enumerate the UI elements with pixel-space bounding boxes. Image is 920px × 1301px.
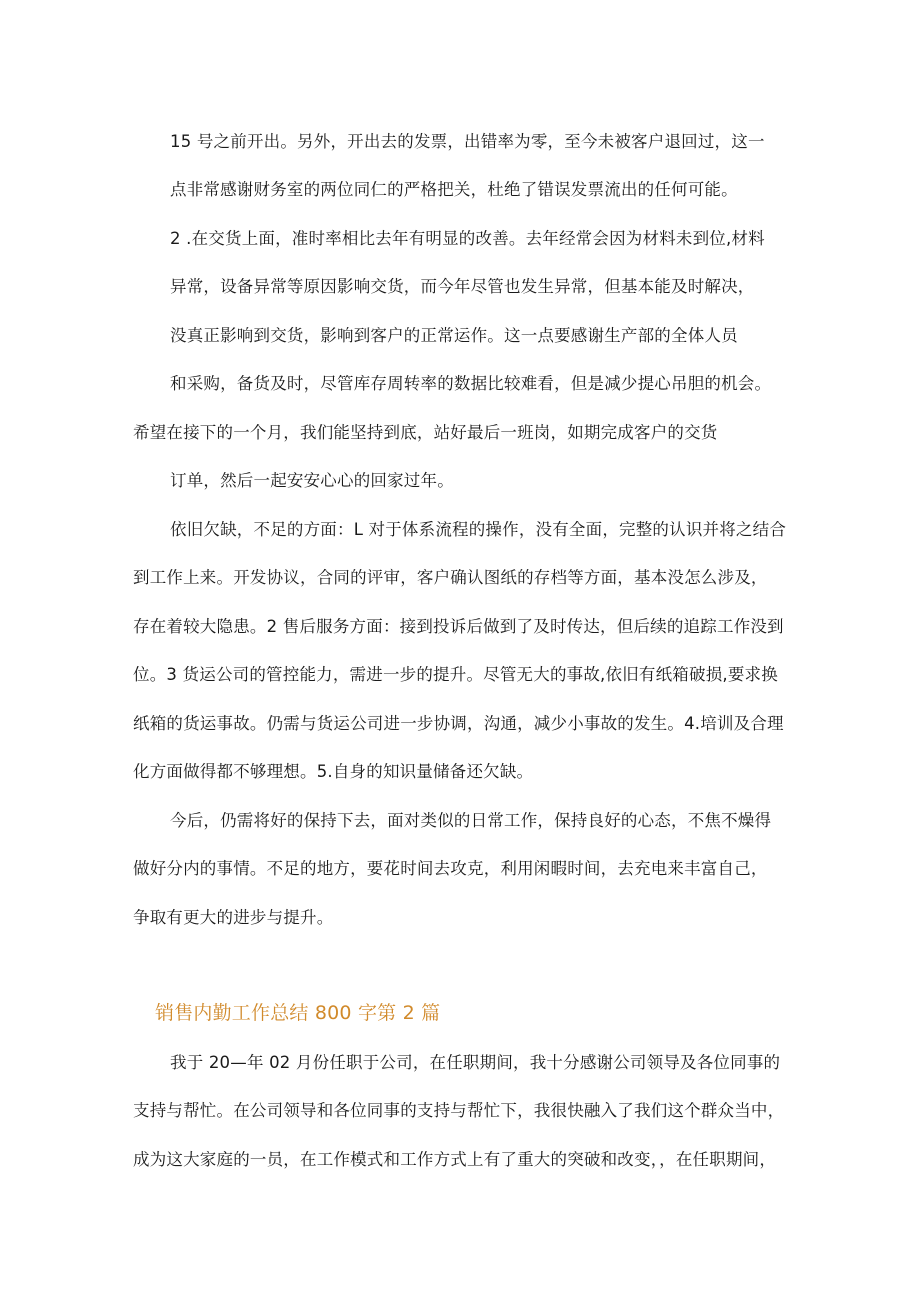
paragraph-line: 希望在接下的一个月，我们能坚持到底，站好最后一班岗，如期完成客户的交货 bbox=[133, 423, 718, 442]
paragraph-line: 纸箱的货运事故。仍需与货运公司进一步协调，沟通，减少小事故的发生。4.培训及合理 bbox=[133, 714, 784, 733]
paragraph-line: 化方面做得都不够理想。5.自身的知识量储备还欠缺。 bbox=[133, 762, 534, 781]
paragraph-line: 支持与帮忙。在公司领导和各位同事的支持与帮忙下，我很快融入了我们这个群众当中， bbox=[133, 1101, 785, 1120]
section-heading: 销售内勤工作总结 800 字第 2 篇 bbox=[155, 1002, 441, 1024]
paragraph-line: 订单，然后一起安安心心的回家过年。 bbox=[170, 471, 454, 490]
paragraph-line: 存在着较大隐患。2 售后服务方面：接到投诉后做到了及时传达，但后续的追踪工作没到 bbox=[133, 617, 784, 636]
paragraph-line: 点非常感谢财务室的两位同仁的严格把关，杜绝了错误发票流出的任何可能。 bbox=[170, 180, 738, 199]
paragraph-line: 今后，仍需将好的保持下去，面对类似的日常工作，保持良好的心态，不焦不燥得 bbox=[170, 811, 772, 830]
paragraph-line: 异常，设备异常等原因影响交货，而今年尽管也发生异常，但基本能及时解决， bbox=[170, 277, 755, 296]
paragraph-line: 2 .在交货上面，准时率相比去年有明显的改善。去年经常会因为材料未到位,材料 bbox=[170, 229, 765, 248]
paragraph-line: 和采购，备货及时，尽管库存周转率的数据比较难看，但是减少提心吊胆的机会。 bbox=[170, 374, 772, 393]
paragraph-line: 位。3 货运公司的管控能力，需进一步的提升。尽管无大的事故,依旧有纸箱破损,要求换 bbox=[133, 665, 778, 684]
paragraph-line: 到工作上来。开发协议，合同的评审，客户确认图纸的存档等方面，基本没怎么涉及， bbox=[133, 568, 768, 587]
paragraph-line: 依旧欠缺，不足的方面：L 对于体系流程的操作，没有全面，完整的认识并将之结合 bbox=[170, 520, 787, 539]
paragraph-line: 做好分内的事情。不足的地方，要花时间去攻克，利用闲暇时间，去充电来丰富自己， bbox=[133, 859, 768, 878]
paragraph-line: 我于 20—年 02 月份任职于公司，在任职期间，我十分感谢公司领导及各位同事的 bbox=[170, 1053, 781, 1072]
paragraph-line: 成为这大家庭的一员，在工作模式和工作方式上有了重大的突破和改变，，在任职期间， bbox=[133, 1150, 777, 1169]
paragraph-line: 没真正影响到交货，影响到客户的正常运作。这一点要感谢生产部的全体人员 bbox=[170, 326, 738, 345]
paragraph-line: 争取有更大的进步与提升。 bbox=[133, 908, 334, 927]
paragraph-line: 15 号之前开出。另外，开出去的发票，出错率为零，至今未被客户退回过，这一 bbox=[170, 132, 765, 151]
